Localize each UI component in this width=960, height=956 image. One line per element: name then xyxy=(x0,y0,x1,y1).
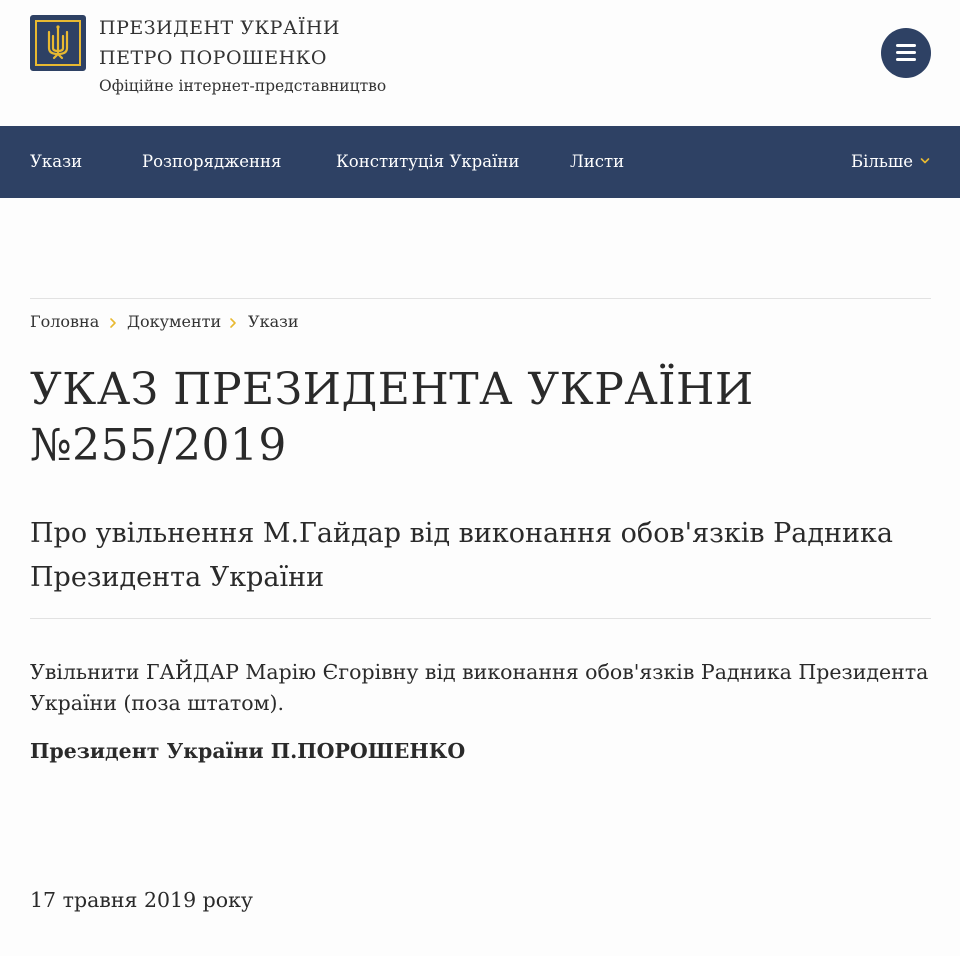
hamburger-menu-icon-bar xyxy=(896,51,916,54)
chevron-down-icon[interactable] xyxy=(920,156,930,166)
divider-top xyxy=(30,298,931,299)
nav-item-constitution[interactable]: Конституція України xyxy=(336,152,520,171)
document-body-line1: Увільнити ГАЙДАР Марію Єгорівну від виконання обов'язків Радника Президента xyxy=(30,660,929,684)
main-nav xyxy=(0,126,960,198)
chevron-right-icon xyxy=(228,317,238,329)
page-title-line1: УКАЗ ПРЕЗИДЕНТА УКРАЇНИ xyxy=(30,364,754,415)
site-subtitle: Офіційне інтернет-представництво xyxy=(99,77,387,95)
page-title xyxy=(30,362,930,474)
hamburger-menu-icon xyxy=(896,44,916,47)
document-signature: Президент України П.ПОРОШЕНКО xyxy=(30,739,466,763)
site-header xyxy=(0,0,960,126)
breadcrumb-item-documents[interactable]: Документи xyxy=(127,312,222,331)
page-title-line2: №255/2019 xyxy=(30,420,287,471)
document-date: 17 травня 2019 року xyxy=(30,888,253,912)
document-body xyxy=(30,657,930,719)
site-title-line1[interactable]: ПРЕЗИДЕНТ УКРАЇНИ xyxy=(99,17,340,39)
document-subtitle-line1: Про увільнення М.Гайдар від виконання обов'язків Радника xyxy=(30,518,893,549)
document-subtitle-line2: Президента України xyxy=(30,562,325,593)
chevron-right-icon xyxy=(108,317,118,329)
nav-item-letters[interactable]: Листи xyxy=(570,152,625,171)
trident-coat-of-arms-icon[interactable] xyxy=(30,15,86,71)
nav-more-button[interactable]: Більше xyxy=(851,152,913,171)
breadcrumb-item-decrees[interactable]: Укази xyxy=(248,312,299,331)
document-subtitle xyxy=(30,512,930,600)
site-title-line2[interactable]: ПЕТРО ПОРОШЕНКО xyxy=(99,47,327,69)
nav-item-orders[interactable]: Розпорядження xyxy=(142,152,282,171)
breadcrumb-item-home[interactable]: Головна xyxy=(30,312,100,331)
divider-content xyxy=(30,618,931,619)
nav-item-decrees[interactable]: Укази xyxy=(30,152,83,171)
hamburger-menu-button[interactable] xyxy=(881,28,931,78)
hamburger-menu-icon-bar xyxy=(896,58,916,61)
document-body-line2: України (поза штатом). xyxy=(30,691,285,715)
